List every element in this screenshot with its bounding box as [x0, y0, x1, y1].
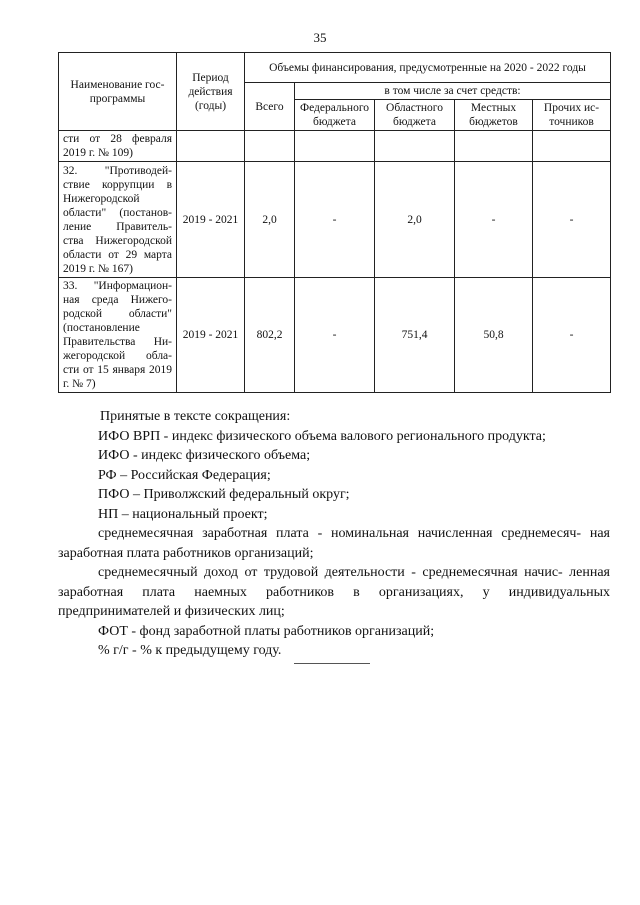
abbreviation-item: НП – национальный проект; — [98, 506, 268, 522]
end-divider — [294, 663, 370, 664]
header-funding-volume: Объемы финансирования, предусмотренные на 2020 - 2022 годы — [245, 53, 611, 83]
abbreviation-item: РФ – Российская Федерация; — [98, 467, 271, 483]
header-local: Местных бюджетов — [455, 100, 533, 131]
abbreviation-item: среднемесячный доход от трудовой деятельности - среднемесячная начис- ленная заработная плата наемных работников в организациях, у индивидуальных предпринимателей и физических лиц; — [58, 565, 610, 619]
program-name: 33. "Информацион- ная среда Нижего- родской области" (постановление Правительства Ни- жегородской обла- сти от 15 января 2019 г. № 7) — [59, 278, 177, 393]
abbreviation-item: ФОТ - фонд заработной платы работников организаций; — [98, 623, 435, 639]
total-cell: 2,0 — [245, 162, 295, 278]
financing-table — [58, 52, 611, 393]
period-cell: 2019 - 2021 — [177, 278, 245, 393]
header-program-name: Наименование гос- программы — [59, 53, 177, 131]
page-number: 35 — [313, 30, 327, 45]
table-row — [59, 278, 611, 393]
header-other: Прочих ис- точников — [533, 100, 611, 131]
table-row — [59, 162, 611, 278]
federal-cell: - — [295, 162, 375, 278]
header-period: Период действия (годы) — [177, 53, 245, 131]
header-sources: в том числе за счет средств: — [295, 83, 611, 100]
abbreviation-item: ИФО - индекс физического объема; — [98, 448, 311, 463]
header-total: Всего — [245, 83, 295, 131]
abbreviation-item: среднемесячная заработная плата - номинальная начисленная среднемесяч- ная заработная плата работников организаций; — [58, 526, 610, 561]
table-row-continuation — [59, 131, 611, 162]
local-cell: 50,8 — [455, 278, 533, 393]
header-federal: Федерального бюджета — [295, 100, 375, 131]
program-name: 32. "Противодей- ствие коррупции в Нижегородской области" (постанов- ление Правитель- ства Нижегородской области от 29 марта 2019 г. № 167) — [59, 162, 177, 278]
regional-cell: 2,0 — [375, 162, 455, 278]
other-cell: - — [533, 278, 611, 393]
other-cell: - — [533, 162, 611, 278]
abbreviations-section — [58, 407, 610, 661]
abbreviation-item: ИФО ВРП - индекс физического объема валового регионального продукта; — [98, 428, 546, 444]
period-cell: 2019 - 2021 — [177, 162, 245, 278]
local-cell: - — [455, 162, 533, 278]
total-cell: 802,2 — [245, 278, 295, 393]
abbreviation-item: ПФО – Приволжский федеральный округ; — [98, 487, 350, 502]
header-regional: Областного бюджета — [375, 100, 455, 131]
federal-cell: - — [295, 278, 375, 393]
row-continuation-name: сти от 28 февраля 2019 г. № 109) — [59, 131, 177, 162]
abbreviations-heading: Принятые в тексте сокращения: — [100, 409, 291, 424]
abbreviation-item: % г/г - % к предыдущему году. — [98, 643, 282, 658]
regional-cell: 751,4 — [375, 278, 455, 393]
